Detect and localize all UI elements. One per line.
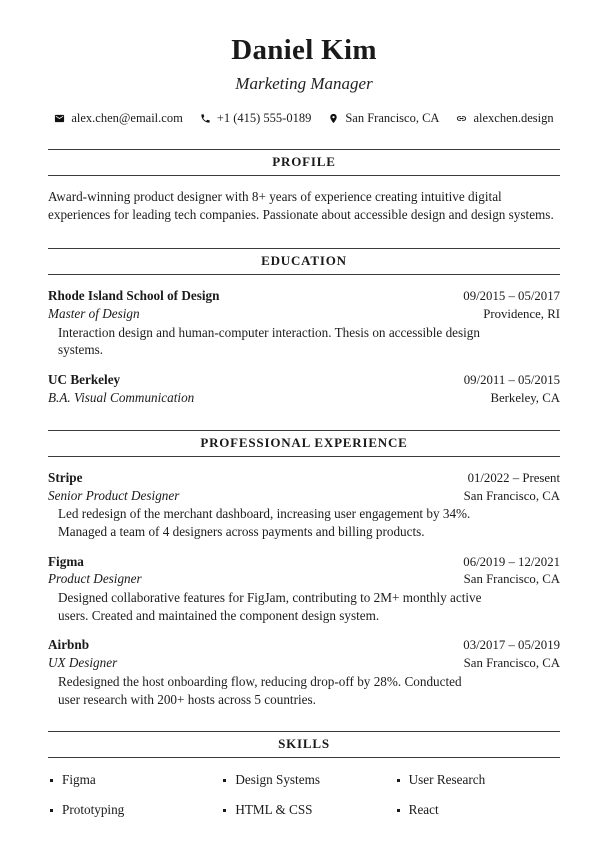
email-icon [54, 113, 65, 124]
role-name: UX Designer [48, 655, 118, 671]
entry-location: San Francisco, CA [463, 656, 560, 671]
education-entry [48, 371, 560, 407]
entry-location: Berkeley, CA [490, 390, 560, 405]
entry-subheader-row [48, 654, 560, 672]
skills-grid [48, 772, 560, 818]
entry-description: Led redesign of the merchant dashboard, increasing user engagement by 34%. Managed a team of 4 designers across payments and billing products. [58, 506, 471, 539]
institution-name: Rhode Island School of Design [48, 287, 220, 303]
skill-label: Prototyping [62, 802, 125, 818]
experience-entries [48, 469, 560, 709]
entry-header-row [48, 287, 560, 305]
experience-entry [48, 636, 560, 708]
link-icon [456, 113, 467, 124]
contact-phone[interactable] [200, 111, 312, 126]
education-entries [48, 287, 560, 407]
entry-subheader-row [48, 487, 560, 505]
entry-dates: 09/2015 – 05/2017 [463, 288, 560, 303]
entry-subheader-row [48, 389, 560, 407]
resume-header [48, 34, 560, 126]
contact-row [48, 111, 560, 126]
skill-item [397, 772, 560, 788]
entry-dates: 03/2017 – 05/2019 [463, 638, 560, 653]
skill-item [223, 802, 386, 818]
company-name: Stripe [48, 469, 83, 485]
skill-label: Design Systems [235, 772, 320, 788]
entry-location: San Francisco, CA [463, 488, 560, 503]
bullet-icon [397, 779, 400, 782]
bullet-icon [397, 809, 400, 812]
company-name: Figma [48, 553, 84, 569]
skill-item [223, 772, 386, 788]
entry-header-row [48, 371, 560, 389]
resume-name: Daniel Kim [231, 34, 377, 66]
experience-entry [48, 469, 560, 541]
degree-name: B.A. Visual Communication [48, 389, 195, 405]
entry-header-row [48, 553, 560, 571]
skill-label: Figma [62, 772, 96, 788]
entry-dates: 06/2019 – 12/2021 [463, 554, 560, 569]
entry-location: San Francisco, CA [463, 572, 560, 587]
skill-item [397, 802, 560, 818]
experience-section-heading: PROFESSIONAL EXPERIENCE [48, 430, 560, 457]
entry-header-row [48, 636, 560, 654]
bullet-icon [50, 809, 53, 812]
entry-subheader-row [48, 570, 560, 588]
entry-header-row [48, 469, 560, 487]
entry-dates: 09/2011 – 05/2015 [463, 372, 560, 387]
experience-section [48, 430, 560, 709]
role-name: Senior Product Designer [48, 487, 180, 503]
skill-item [50, 772, 213, 788]
contact-phone-text: +1 (415) 555-0189 [216, 111, 312, 125]
entry-subheader-row [48, 305, 560, 323]
education-entry [48, 287, 560, 359]
entry-location: Providence, RI [483, 306, 560, 321]
skill-label: User Research [408, 772, 486, 788]
skill-label: HTML & CSS [235, 802, 313, 818]
role-name: Product Designer [48, 571, 142, 587]
education-section [48, 248, 560, 407]
phone-icon [200, 113, 211, 124]
contact-email[interactable] [54, 111, 182, 126]
bullet-icon [223, 809, 226, 812]
entry-description: Interaction design and human-computer interaction. Thesis on accessible design systems. [58, 324, 480, 358]
experience-entry [48, 553, 560, 625]
resume-job-title: Marketing Manager [235, 74, 373, 93]
skill-item [50, 802, 213, 818]
entry-dates: 01/2022 – Present [467, 470, 560, 485]
contact-website[interactable] [456, 111, 553, 126]
company-name: Airbnb [48, 637, 90, 653]
skills-section [48, 731, 560, 818]
profile-section [48, 149, 560, 225]
skill-label: React [408, 802, 439, 818]
bullet-icon [223, 779, 226, 782]
education-section-heading: EDUCATION [48, 248, 560, 275]
entry-description: Designed collaborative features for FigJam, contributing to 2M+ monthly active users. Created and maintained the component design system. [58, 590, 482, 623]
contact-location [328, 111, 439, 126]
contact-location-text: San Francisco, CA [345, 111, 440, 125]
degree-name: Master of Design [48, 305, 140, 321]
profile-summary: Award-winning product designer with 8+ years of experience creating intuitive digital experiences for leading tech companies. Passionate about accessible design and design systems. [48, 189, 554, 223]
skills-section-heading: SKILLS [48, 731, 560, 758]
location-pin-icon [328, 113, 339, 124]
contact-email-text: alex.chen@email.com [71, 111, 183, 125]
profile-section-heading: PROFILE [48, 149, 560, 176]
institution-name: UC Berkeley [48, 371, 121, 387]
entry-description: Redesigned the host onboarding flow, reducing drop-off by 28%. Conducted user research with 200+ hosts across 5 countries. [58, 674, 462, 707]
bullet-icon [50, 779, 53, 782]
contact-website-text: alexchen.design [473, 111, 554, 125]
